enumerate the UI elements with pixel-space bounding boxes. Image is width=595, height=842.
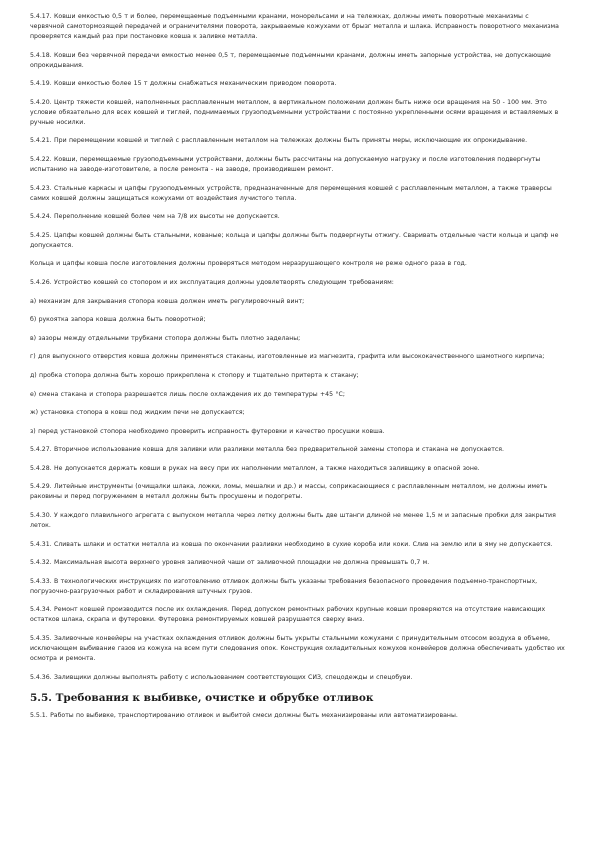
paragraph: 5.4.20. Центр тяжести ковшей, наполненных расплавленным металлом, в вертикальном положении должен быть ниже оси вращения на 50 - 100 мм. Это условие обязательно для всех ковшей и тиглей, поднимаемых грузоподъемными устройствами с постоянно укрепленными осями вращения и вставляемых в ручные носилки. <box>30 98 559 126</box>
document-page <box>30 12 565 730</box>
paragraph: 5.4.26. Устройство ковшей со стопором и их эксплуатация должны удовлетворять следующим требованиям: <box>30 278 394 286</box>
paragraph: 5.4.36. Заливщики должны выполнять работу с использованием соответствующих СИЗ, спецодежды и спецобуви. <box>30 673 413 681</box>
list-item: в) зазоры между отдельными трубками стопора должны быть плотно заделаны; <box>30 334 301 342</box>
list-item: е) смена стакана и стопора разрешается лишь после охлаждения их до температуры +45 °С; <box>30 390 345 398</box>
paragraph: 5.4.29. Литейные инструменты (очищалки шлака, ложки, ломы, мешалки и др.) и массы, соприкасающиеся с расплавленным металлом, не должны иметь раковины и перед погружением в металл должны быть просушены и подогреты. <box>30 483 548 501</box>
paragraph: 5.4.21. При перемещении ковшей и тиглей с расплавленным металлом на тележках должны быть приняты меры, исключающие их опрокидывание. <box>30 137 528 145</box>
paragraph: 5.4.23. Стальные каркасы и цапфы грузоподъемных устройств, предназначенные для перемещения ковшей с расплавленным металлом, а также траверсы самих ковшей должны защищаться кожухами от воздействия лучистого тепла. <box>30 184 552 202</box>
paragraph: 5.4.25. Цапфы ковшей должны быть стальными, кованые; кольца и цапфы должны быть подвергнуты отжигу. Сваривать отдельные части кольца и цапф не допускается. <box>30 231 559 249</box>
paragraph: 5.4.22. Ковши, перемещаемые грузоподъемными устройствами, должны быть рассчитаны на допускаемую нагрузку и после изготовления подвергнуты испытанию на заводе-изготовителе, а после ремонта - на заводе, производившем ремонт. <box>30 155 541 173</box>
paragraph: 5.4.27. Вторичное использование ковша для заливки или разливки металла без предварительной замены стопора и стакана не допускается. <box>30 446 504 454</box>
paragraph: 5.4.32. Максимальная высота верхнего уровня заливочной чаши от заливочной площадки не должна превышать 0,7 м. <box>30 559 430 567</box>
section-heading: 5.5. Требования к выбивке, очистке и обрубке отливок <box>30 692 374 705</box>
paragraph: 5.4.18. Ковши без червячной передачи емкостью менее 0,5 т, перемещаемые подъемными кранами, должны иметь запорные устройства, не допускающие опрокидывания. <box>30 51 551 69</box>
paragraph: 5.4.35. Заливочные конвейеры на участках охлаждения отливок должны быть укрыты стальными кожухами с принудительным отсосом воздуха в объеме, исключающем выбивание газов из кожуха на всем пути следования опок. Конструкция охладительных кожухов конвейеров должна обеспечивать удобство их осмотра и ремонта. <box>30 635 565 663</box>
paragraph: 5.4.24. Переполнение ковшей более чем на 7/8 их высоты не допускается. <box>30 213 280 221</box>
paragraph: 5.4.31. Сливать шлаки и остатки металла из ковша по окончании разливки необходимо в сухие короба или коки. Слив на землю или в яму не допускается. <box>30 540 553 548</box>
list-item: д) пробка стопора должна быть хорошо прикреплена к стопору и тщательно притерта к стакану; <box>30 371 359 379</box>
list-item: а) механизм для закрывания стопора ковша должен иметь регулировочный винт; <box>30 297 305 305</box>
paragraph: 5.4.28. Не допускается держать ковши в руках на весу при их наполнении металлом, а также находиться заливщику в опасной зоне. <box>30 464 480 472</box>
paragraph: 5.4.30. У каждого плавильного агрегата с выпуском металла через летку должны быть две штанги длиной не менее 1,5 м и запасные пробки для закрытия леток. <box>30 512 556 530</box>
paragraph: 5.4.17. Ковши емкостью 0,5 т и более, перемещаемые подъемными кранами, монорельсами и на тележках, должны иметь поворотные механизмы с червячной самотормозящей передачей и ограничителями поворота, закрываемые кожухами от брызг металла и шлака. Исправность поворотного механизма проверяется каждый раз при постановке ковша к заливке металла. <box>30 13 559 40</box>
paragraph: Кольца и цапфы ковша после изготовления должны проверяться методом неразрушающего контроля не реже одного раза в год. <box>30 260 467 268</box>
list-item: ж) установка стопора в ковш под жидким печи не допускается; <box>30 409 245 417</box>
paragraph: 5.4.33. В технологических инструкциях по изготовлению отливок должны быть указаны требования безопасного проведения подъемно-транспортных, погрузочно-разгрузочных работ и складирования штучных грузов. <box>30 577 538 595</box>
list-item: з) перед установкой стопора необходимо проверить исправность футеровки и качество просушки ковша. <box>30 427 385 435</box>
paragraph: 5.4.34. Ремонт ковшей производится после их охлаждения. Перед допуском ремонтных рабочих крупные ковши проверяются на отсутствие нависающих остатков шлака, скрапа и футеровки. Футеровка ремонтируемых ковшей разрушается сверху вниз. <box>30 606 546 624</box>
list-item: г) для выпускного отверстия ковша должны применяться стаканы, изготовленные из магнезита, графита или высококачественного шамотного кирпича; <box>30 353 545 361</box>
list-item: б) рукоятка запора ковша должна быть поворотной; <box>30 316 206 324</box>
paragraph: 5.5.1. Работы по выбивке, транспортированию отливок и выбитой смеси должны быть механизированы или автоматизированы. <box>30 712 458 720</box>
paragraph: 5.4.19. Ковши емкостью более 15 т должны снабжаться механическим приводом поворота. <box>30 80 337 88</box>
